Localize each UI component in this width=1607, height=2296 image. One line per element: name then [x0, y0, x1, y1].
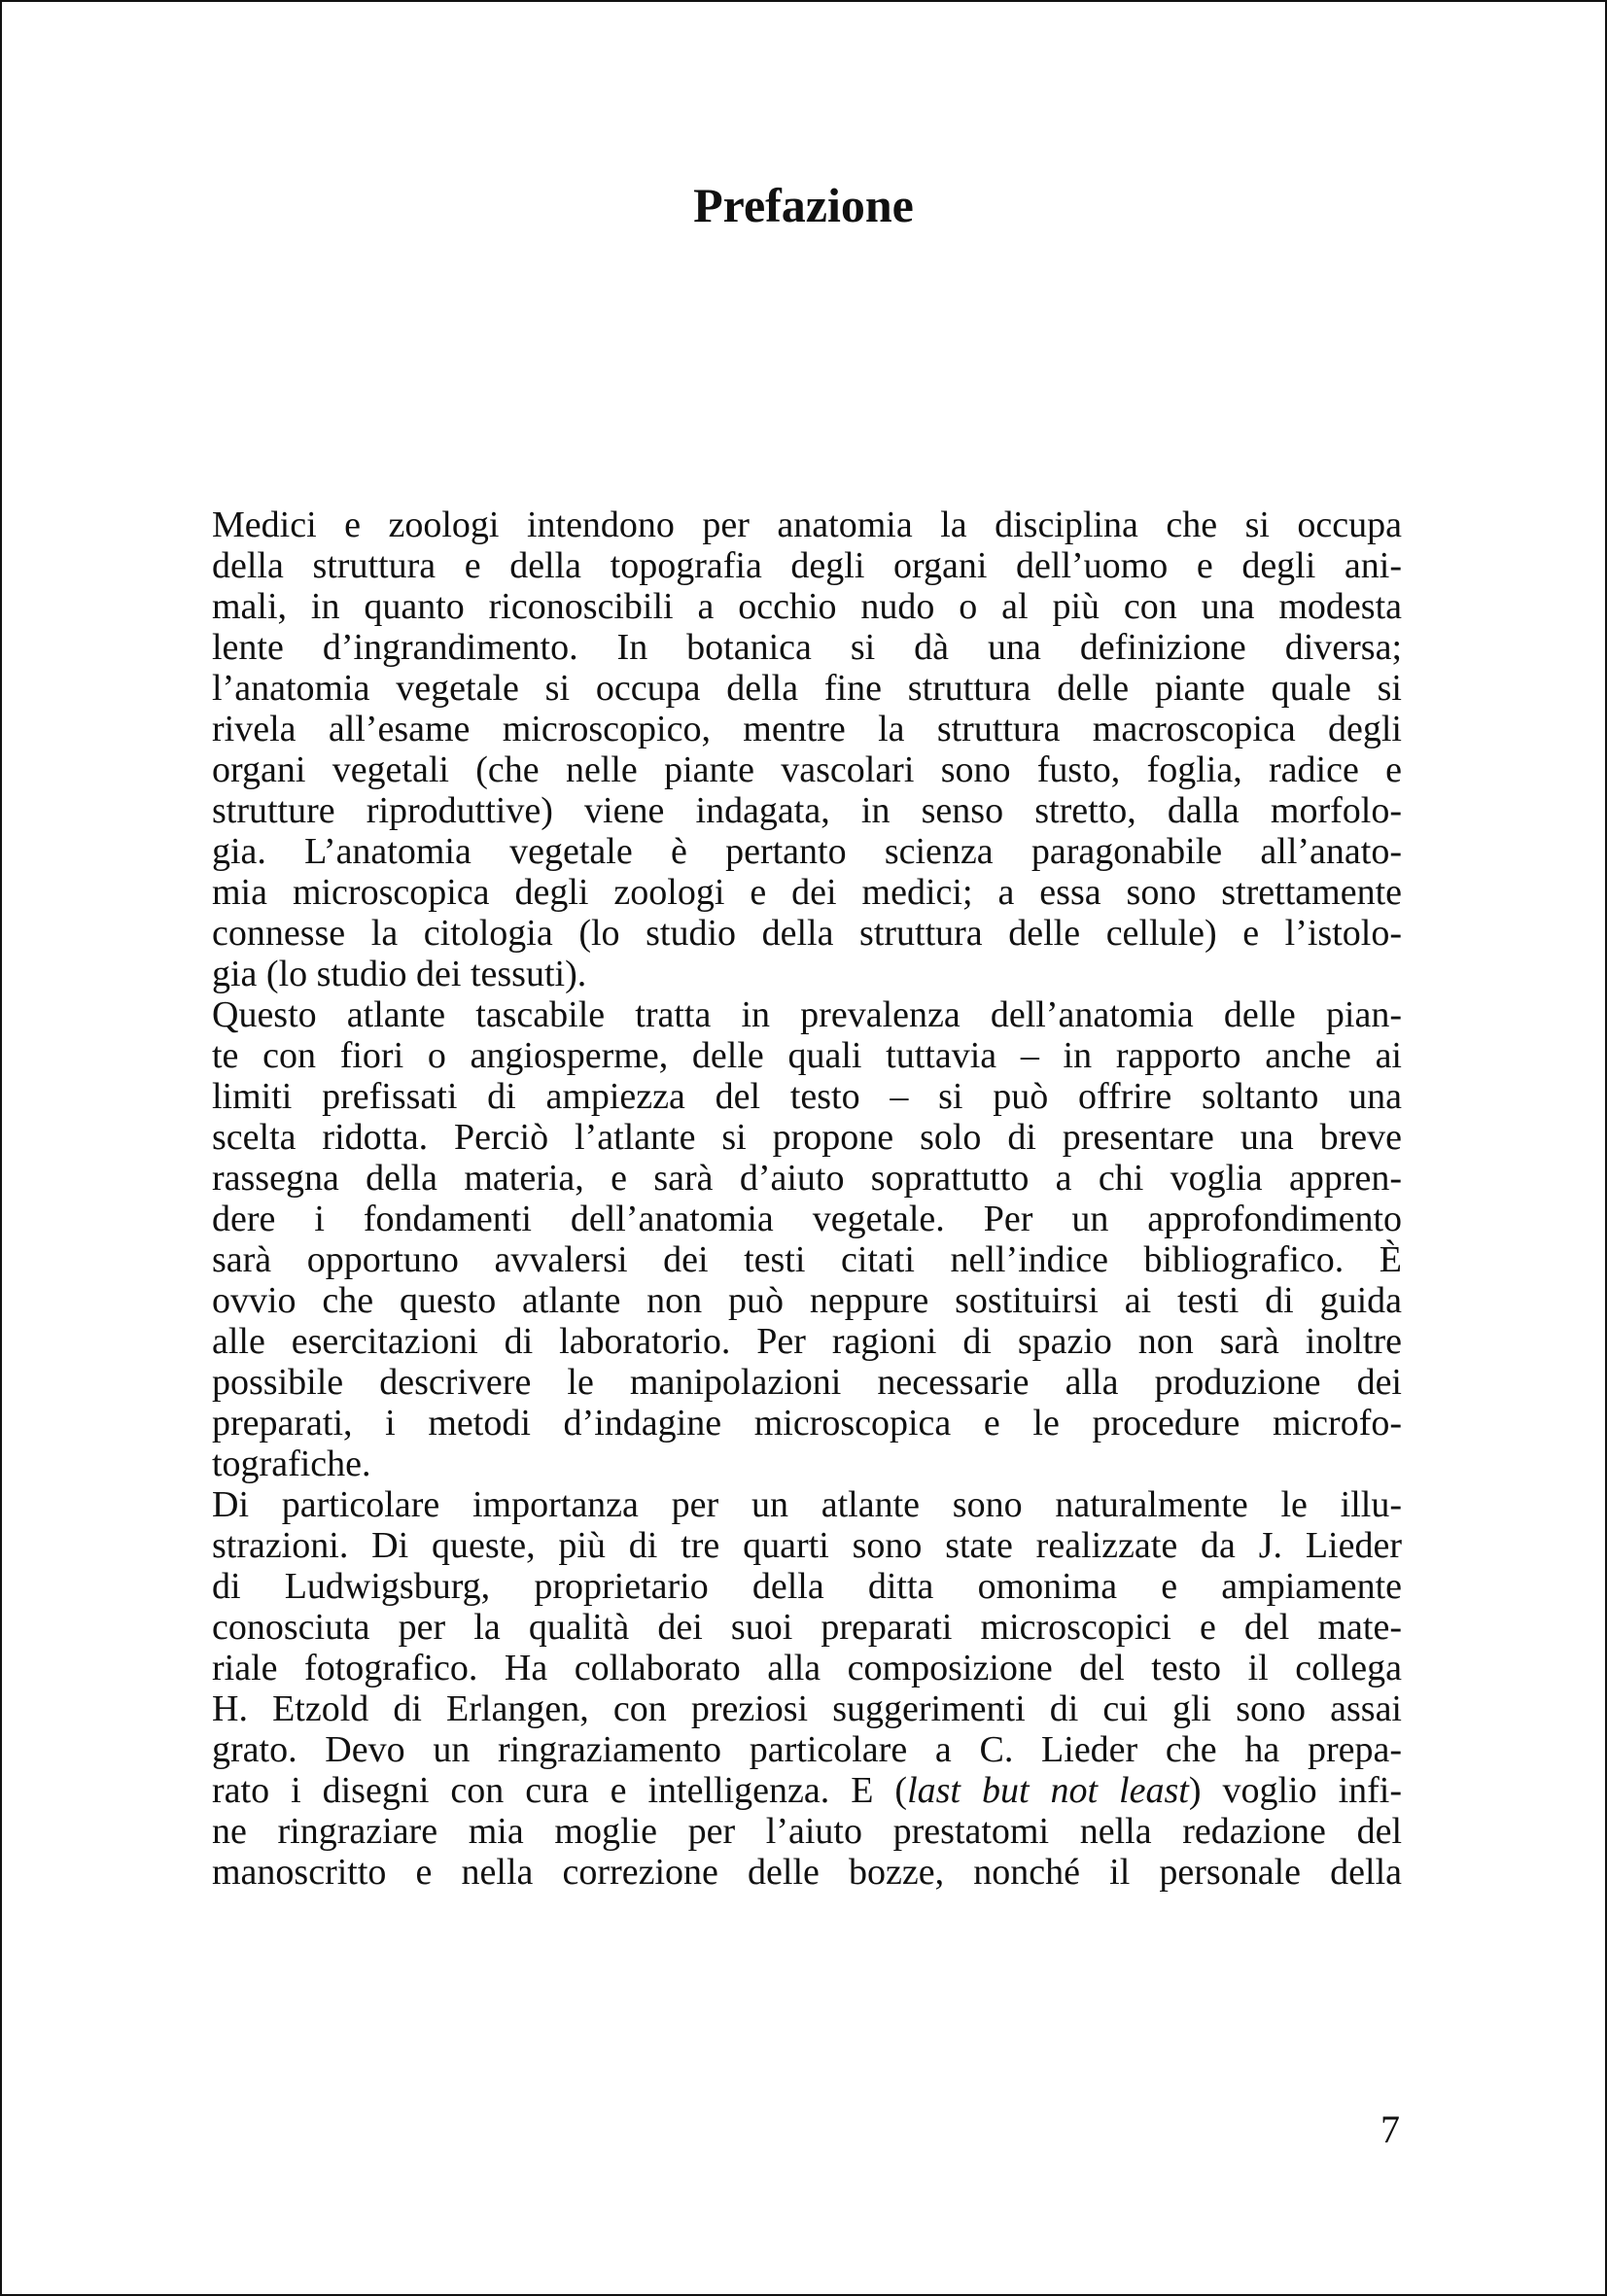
body-text [212, 504, 1402, 1893]
page-number: 7 [1380, 2107, 1400, 2151]
text-line: Questo atlante tascabile tratta in prevalenza dell’anatomia delle pian- [212, 994, 1402, 1035]
text-line: ovvio che questo atlante non può neppure sostituirsi ai testi di guida [212, 1280, 1402, 1321]
text-line: della struttura e della topografia degli organi dell’uomo e degli ani- [212, 545, 1402, 586]
text-segment: rato i disegni con cura e intelligenza. E ( [212, 1770, 908, 1811]
text-line: l’anatomia vegetale si occupa della fine struttura delle piante quale si [212, 668, 1402, 709]
text-segment: ) voglio infi- [1188, 1770, 1402, 1811]
text-line: gia. L’anatomia vegetale è pertanto scienza paragonabile all’anato- [212, 831, 1402, 872]
text-line: manoscritto e nella correzione delle bozze, nonché il personale della [212, 1852, 1402, 1893]
text-line: H. Etzold di Erlangen, con preziosi suggerimenti di cui gli sono assai [212, 1688, 1402, 1729]
text-line: rivela all’esame microscopico, mentre la struttura macroscopica degli [212, 709, 1402, 749]
text-line: connesse la citologia (lo studio della struttura delle cellule) e l’istolo- [212, 913, 1402, 954]
text-line: strazioni. Di queste, più di tre quarti sono state realizzate da J. Lieder [212, 1525, 1402, 1566]
text-line: organi vegetali (che nelle piante vascolari sono fusto, foglia, radice e [212, 749, 1402, 790]
text-line: mali, in quanto riconoscibili a occhio nudo o al più con una modesta [212, 586, 1402, 627]
text-line: sarà opportuno avvalersi dei testi citati nell’indice bibliografico. È [212, 1239, 1402, 1280]
text-line: strutture riproduttive) viene indagata, in senso stretto, dalla morfolo- [212, 790, 1402, 831]
text-line: ne ringraziare mia moglie per l’aiuto prestatomi nella redazione del [212, 1811, 1402, 1852]
text-line: mia microscopica degli zoologi e dei medici; a essa sono strettamente [212, 872, 1402, 913]
text-line: alle esercitazioni di laboratorio. Per ragioni di spazio non sarà inoltre [212, 1321, 1402, 1362]
text-line [212, 1770, 1402, 1811]
text-line: Medici e zoologi intendono per anatomia la disciplina che si occupa [212, 504, 1402, 545]
text-line: riale fotografico. Ha collaborato alla composizione del testo il collega [212, 1648, 1402, 1688]
text-line: lente d’ingrandimento. In botanica si dà una definizione diversa; [212, 627, 1402, 668]
text-line: te con fiori o angiosperme, delle quali tuttavia – in rapporto anche ai [212, 1035, 1402, 1076]
text-line: conosciuta per la qualità dei suoi preparati microscopici e del mate- [212, 1607, 1402, 1648]
text-line: Di particolare importanza per un atlante sono naturalmente le illu- [212, 1484, 1402, 1525]
text-line: gia (lo studio dei tessuti). [212, 954, 587, 994]
text-line: dere i fondamenti dell’anatomia vegetale. Per un approfondimento [212, 1199, 1402, 1239]
text-line: tografiche. [212, 1444, 371, 1484]
text-line: grato. Devo un ringraziamento particolare a C. Lieder che ha prepa- [212, 1729, 1402, 1770]
italic-phrase: last but not least [907, 1770, 1189, 1811]
text-line: limiti prefissati di ampiezza del testo – si può offrire soltanto una [212, 1076, 1402, 1117]
page-title: Prefazione [693, 178, 914, 232]
text-line: scelta ridotta. Perciò l’atlante si propone solo di presentare una breve [212, 1117, 1402, 1158]
text-line: di Ludwigsburg, proprietario della ditta omonima e ampiamente [212, 1566, 1402, 1607]
text-line: preparati, i metodi d’indagine microscopica e le procedure microfo- [212, 1403, 1402, 1444]
text-line: rassegna della materia, e sarà d’aiuto soprattutto a chi voglia appren- [212, 1158, 1402, 1199]
text-line: possibile descrivere le manipolazioni necessarie alla produzione dei [212, 1362, 1402, 1403]
